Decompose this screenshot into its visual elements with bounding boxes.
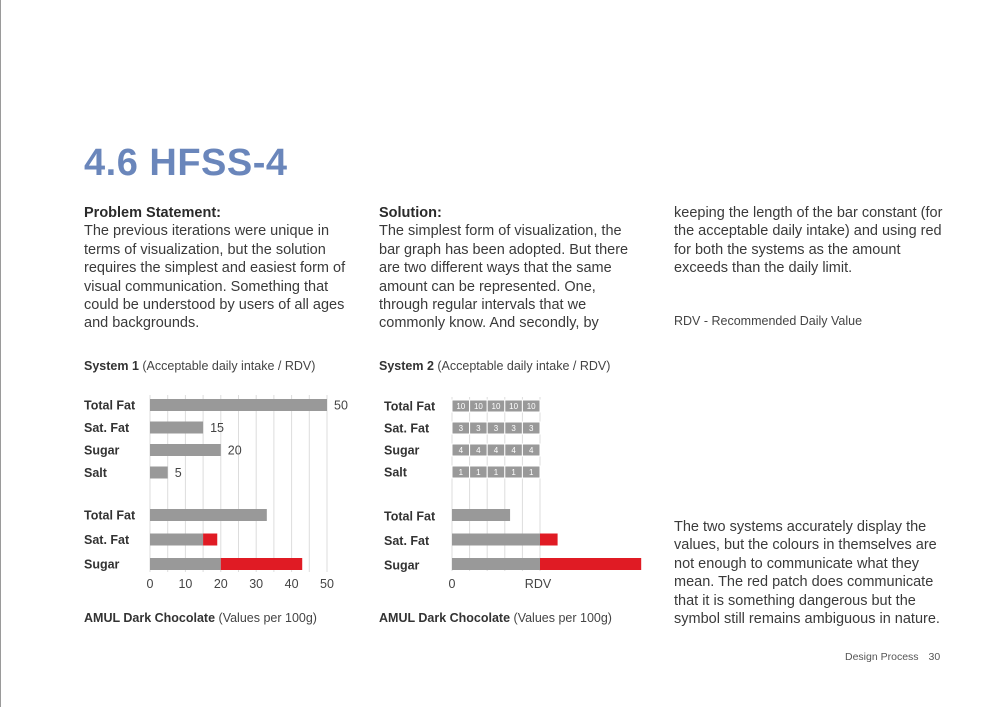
sys1-value-label: 15	[210, 421, 225, 435]
sys2-segment-label: 4	[493, 446, 499, 455]
sys2-product-category-label: Sugar	[384, 558, 420, 573]
caption2-note: (Values per 100g)	[513, 611, 612, 625]
sys1-value-label: 50	[334, 398, 348, 413]
sys1-x-tick-label: 0	[146, 577, 154, 591]
sys1-x-tick-label: 10	[178, 577, 193, 591]
sys1-bar	[150, 399, 327, 411]
sys2-product-excess-bar	[540, 558, 641, 570]
sys1-value-label: 20	[227, 443, 242, 458]
sys2-product-bar	[452, 509, 510, 521]
sys2-segment-label: 4	[528, 446, 534, 455]
page-title: 4.6 HFSS-4	[84, 142, 288, 184]
sys2-segment-label: 1	[528, 468, 534, 477]
rdv-note: RDV - Recommended Daily Value	[674, 314, 863, 328]
sys1-product-excess-bar	[221, 558, 302, 570]
sys2-segment-label: 1	[458, 468, 464, 477]
sys2-category-label: Sat. Fat	[384, 421, 430, 436]
sys2-segment-label: 10	[526, 402, 536, 411]
sys1-product-category-label: Sat. Fat	[84, 533, 130, 547]
sys1-x-tick-label: 50	[320, 577, 334, 591]
caption2-product: AMUL Dark Chocolate	[379, 611, 511, 625]
sys2-segment-label: 3	[476, 424, 481, 433]
sys2-segment-label: 3	[458, 424, 464, 433]
sys2-segment-label: 1	[476, 468, 481, 477]
sys1-product-bar	[150, 558, 221, 570]
sys2-category-label: Total Fat	[384, 399, 436, 414]
sys1-bar	[150, 444, 221, 456]
sys2-product-category-label: Sat. Fat	[384, 534, 430, 548]
sys2-segment-label: 1	[493, 468, 499, 477]
sys1-product-category-label: Total Fat	[84, 508, 136, 523]
sys1-category-label: Salt	[84, 466, 107, 480]
sys1-value-label: 5	[174, 466, 182, 480]
sys2-segment-label: 10	[491, 402, 501, 411]
sys1-product-excess-bar	[203, 534, 217, 546]
sys2-category-label: Sugar	[384, 443, 420, 458]
problem-body: The previous iterations were unique in terms of visualization, but the solution requires the simplest and easiest form of visual communication. Something that could be understood by users of all ages and backgrounds.	[84, 223, 346, 332]
sys1-x-tick-label: 20	[213, 577, 228, 591]
system2-name: System 2	[379, 359, 434, 373]
chart2-caption	[379, 611, 612, 625]
sys1-category-label: Sugar	[84, 443, 120, 458]
sys1-bar	[150, 422, 203, 434]
footer-label: Design Process	[845, 651, 919, 663]
sys2-segment-label: 1	[511, 468, 516, 477]
page-footer	[845, 651, 940, 663]
sys2-segment-label: 10	[473, 402, 483, 411]
caption1-note: (Values per 100g)	[218, 611, 317, 625]
sys1-category-label: Sat. Fat	[84, 421, 130, 435]
caption1-product: AMUL Dark Chocolate	[84, 611, 216, 625]
summary-text: The two systems accurately display the values, but the colours in themselves are not enough to communicate what they mean. The red patch does communicate that it is something dangerous but the symbol still remains ambiguous in nature.	[674, 519, 940, 628]
sys2-product-bar	[452, 558, 540, 570]
chart1-caption	[84, 611, 317, 625]
solution-heading: Solution:	[379, 205, 442, 221]
sys2-segment-label: 4	[458, 446, 464, 455]
sys2-segment-label: 4	[476, 446, 481, 455]
system1-desc: (Acceptable daily intake / RDV)	[142, 359, 316, 373]
sys2-segment-label: 4	[511, 446, 516, 455]
system1-name: System 1	[84, 359, 139, 373]
sys2-x-tick-label-rdv: RDV	[524, 577, 552, 591]
sys2-segment-label: 3	[511, 424, 516, 433]
sys2-segment-label: 3	[493, 424, 499, 433]
sys2-segment-label: 3	[528, 424, 534, 433]
sys2-product-category-label: Total Fat	[384, 509, 436, 524]
sys2-segment-label: 10	[456, 402, 466, 411]
sys1-product-bar	[150, 534, 203, 546]
sys1-product-category-label: Sugar	[84, 557, 120, 572]
problem-heading: Problem Statement:	[84, 205, 221, 221]
sys2-category-label: Salt	[384, 465, 407, 480]
sys1-bar	[150, 467, 168, 479]
solution-body: The simplest form of visualization, the bar graph has been adopted. But there are two different ways that the same amount can be represented. One, through regular intervals that we commonly know. And secondly, by	[379, 223, 629, 332]
page-number: 30	[928, 651, 941, 663]
sys2-x-tick-label: 0	[448, 577, 456, 591]
system2-desc: (Acceptable daily intake / RDV)	[437, 359, 611, 373]
sys2-product-excess-bar	[540, 534, 558, 546]
sys2-product-bar	[452, 534, 540, 546]
sys1-product-bar	[150, 509, 267, 521]
sys1-x-tick-label: 40	[284, 577, 299, 591]
sys2-segment-label: 10	[509, 402, 519, 411]
sys1-category-label: Total Fat	[84, 398, 136, 413]
sys1-x-tick-label: 30	[249, 577, 264, 591]
solution-continued-body: keeping the length of the bar constant (for the acceptable daily intake) and using red for both the systems as the amount exceeds than the daily limit.	[674, 205, 943, 277]
